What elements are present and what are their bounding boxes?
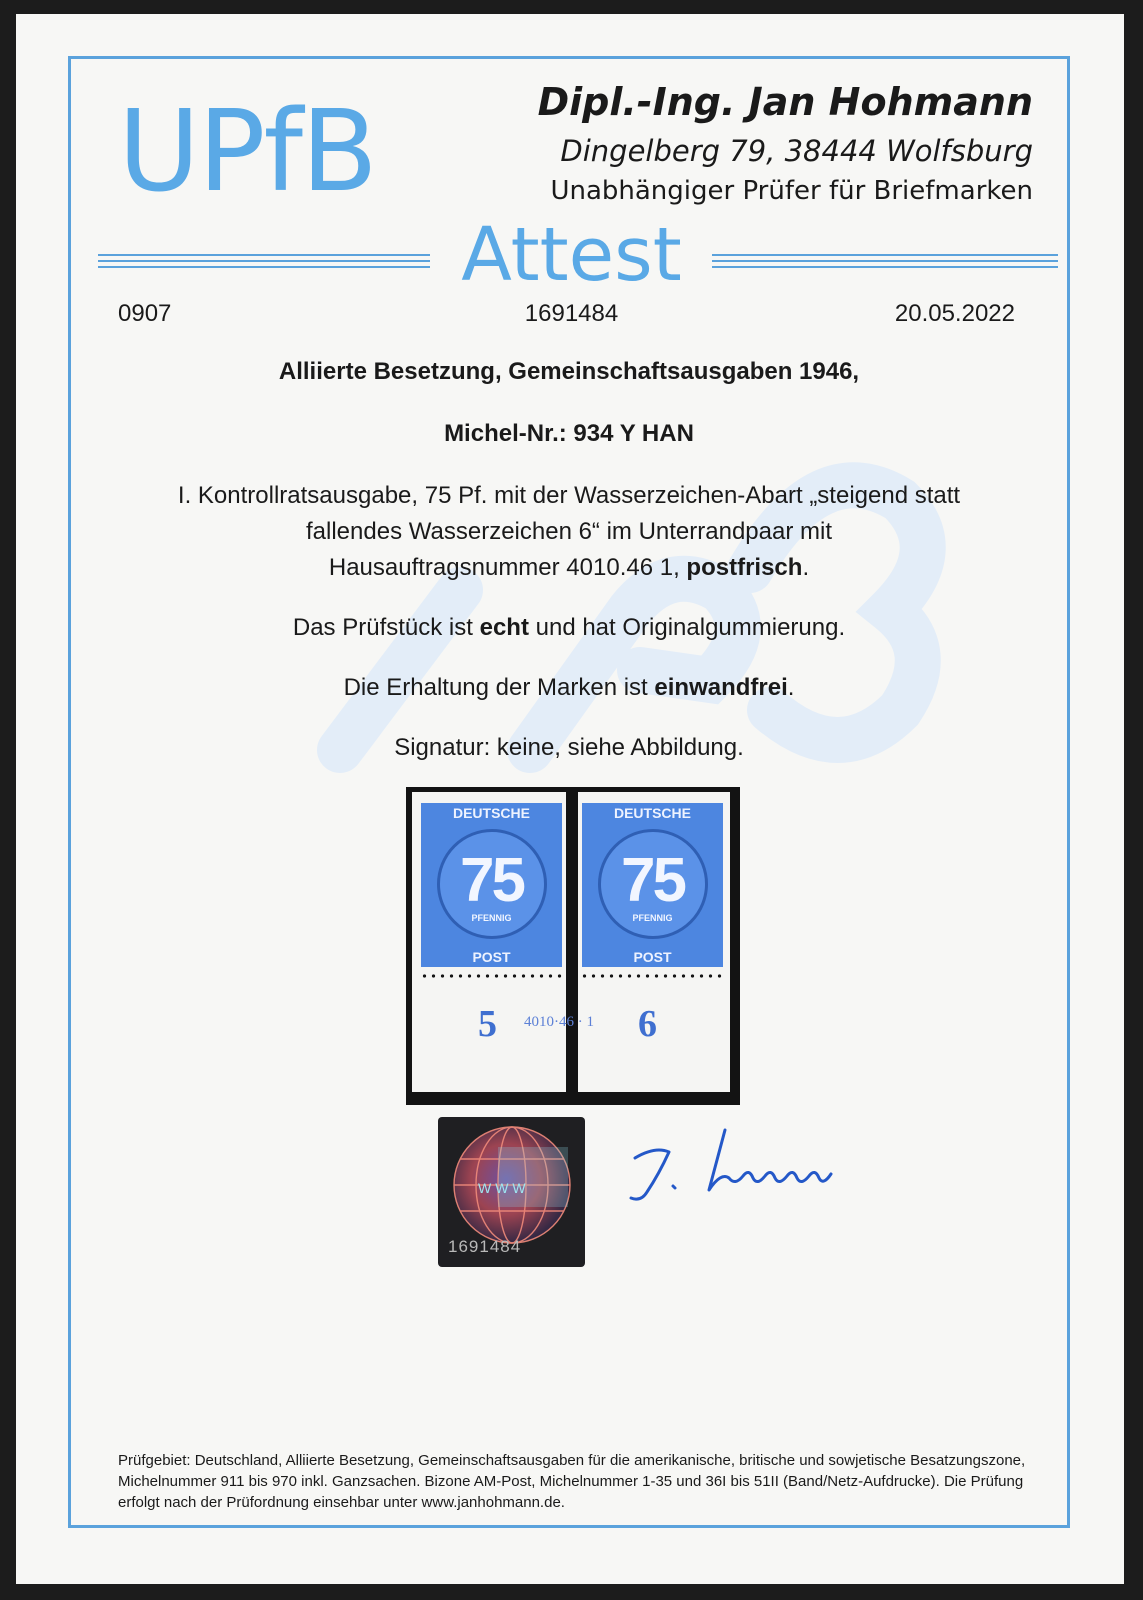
condition-end: . [787, 674, 795, 701]
examiner-name: Dipl.-Ing. Jan Hohmann [537, 80, 1033, 124]
verdict-genuine: echt [479, 614, 529, 641]
condition-rating: einwandfrei [654, 674, 788, 701]
examiner-signature [625, 1120, 845, 1220]
upfb-logo: UPfB [118, 87, 376, 217]
condition-line [68, 674, 1070, 702]
subject-line-2: Michel-Nr.: 934 Y HAN [444, 420, 694, 447]
stamp-right [582, 803, 723, 967]
perforation-row [580, 974, 726, 978]
stamp-left [421, 803, 562, 967]
signature-note: Signatur: keine, siehe Abbildung. [394, 734, 744, 761]
condition-text: Die Erhaltung der Marken ist [343, 674, 655, 701]
stamp-value: 75 [621, 846, 684, 915]
verdict-gum: und hat Originalgummierung. [528, 614, 846, 641]
verdict-text: Das Prüfstück ist [292, 614, 480, 641]
watermark-logo [300, 330, 1000, 850]
stamp-post-label: POST [472, 949, 511, 965]
margin-number-right: 6 [638, 1003, 657, 1045]
stamp-country-label: DEUTSCHE [452, 805, 530, 821]
description-line-1: I. Kontrollratsausgabe, 75 Pf. mit der Wasserzeichen-Abart „steigend statt [177, 482, 961, 509]
stamp-value: 75 [460, 846, 523, 915]
footer-scope-text: Prüfgebiet: Deutschland, Alliierte Besetzung, Gemeinschaftsausgaben für die amerikanische, britische und sowjetische Besatzungszone, Michelnummer 911 bis 970 inkl. Ganzsachen. Bizone AM-Post, Michelnummer 1-35 und 36I bis 51II (Band/Netz-Aufdrucke). Die Prüfung erfolgt nach der Prüfordnung einsehbar unter www.janhohmann.de. [118, 1452, 1026, 1511]
examiner-role: Unabhängiger Prüfer für Briefmarken [550, 176, 1033, 206]
description-text: Hausauftragsnummer 4010.46 1, [328, 554, 687, 581]
stamp-pfennig-label: PFENNIG [471, 913, 512, 923]
perforation-row [420, 974, 566, 978]
hologram-seal [438, 1117, 585, 1267]
stamp-sheet [412, 792, 730, 1092]
examiner-address: Dingelberg 79, 38444 Wolfsburg [560, 134, 1033, 168]
certificate-number: 1691484 [524, 300, 619, 327]
stamp-country-label: DEUTSCHE [613, 805, 691, 821]
house-order-number: 4010·46 · 1 [524, 1014, 594, 1030]
stamp-separator [566, 792, 578, 1092]
stamp-pfennig-label: PFENNIG [632, 913, 673, 923]
description-line-3 [68, 554, 1070, 582]
hologram-www: WWW [478, 1180, 530, 1196]
verdict-line [68, 614, 1070, 642]
description-condition: postfrisch [686, 554, 803, 581]
stamp-post-label: POST [633, 949, 672, 965]
stamp-pair-image [406, 787, 740, 1105]
hologram-number: 1691484 [448, 1237, 522, 1256]
certificate-date: 20.05.2022 [894, 300, 1015, 327]
margin-number-left: 5 [478, 1003, 497, 1045]
attest-title: Attest [461, 212, 682, 298]
description-line-2: fallendes Wasserzeichen 6“ im Unterrandpaar mit [306, 518, 832, 545]
subject-line-1: Alliierte Besetzung, Gemeinschaftsausgaben 1946, [278, 358, 860, 385]
examiner-code: 0907 [118, 300, 172, 327]
description-end: . [802, 554, 810, 581]
